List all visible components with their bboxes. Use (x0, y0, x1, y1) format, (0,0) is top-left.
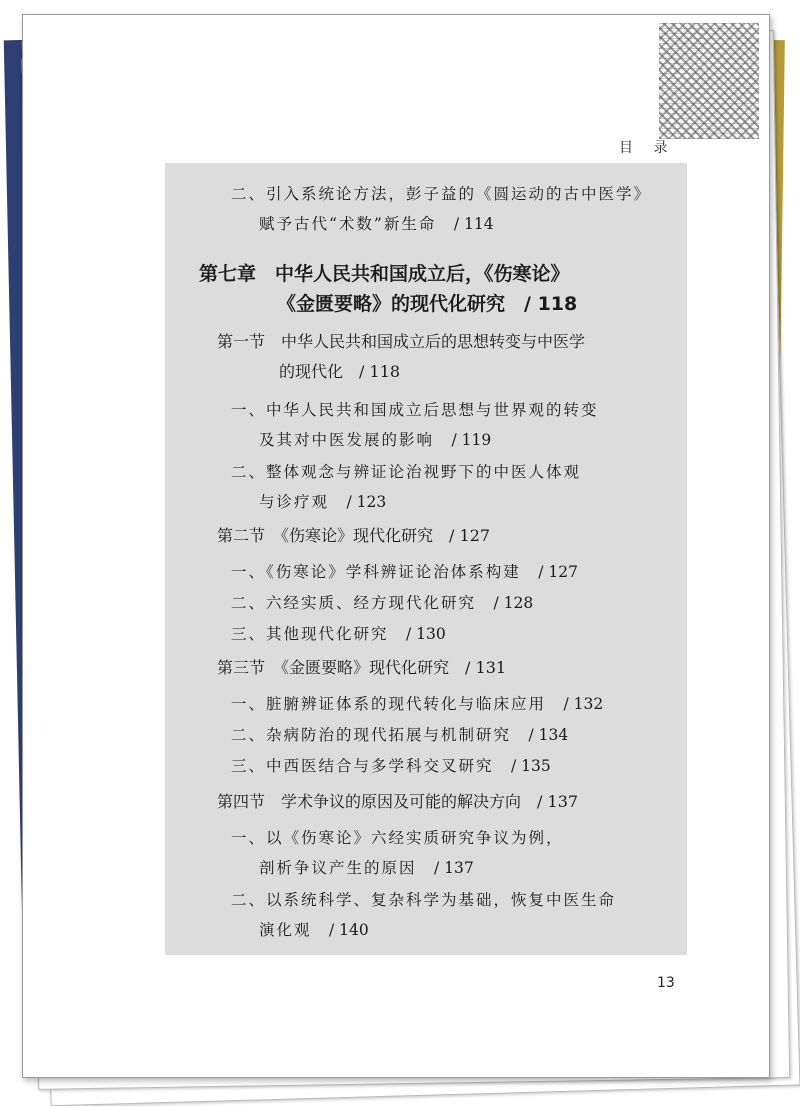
book-page (22, 14, 770, 1078)
page-ref: / 119 (451, 431, 492, 449)
toc-item-line: 剖析争议产生的原因 / 137 (259, 859, 474, 877)
toc-section-title: 第二节 《伤寒论》现代化研究 / 127 (217, 526, 491, 545)
page-ref: / 131 (465, 658, 507, 677)
toc-section-title: 第四节 学术争议的原因及可能的解决方向 / 137 (217, 792, 579, 811)
page-ref: / 114 (453, 215, 494, 233)
toc-chapter-title: 第七章 中华人民共和国成立后，《伤寒论》 (199, 263, 570, 285)
toc-item-line: 二、整体观念与辨证论治视野下的中医人体观 (231, 463, 582, 481)
toc-item-line: 一、以《伤寒论》六经实质研究争议为例， (231, 829, 564, 847)
page-ref: / 135 (511, 757, 551, 775)
toc-item-line: 一、《伤寒论》学科辨证论治体系构建 / 127 (231, 563, 579, 581)
toc-section-title: 第一节 中华人民共和国成立后的思想转变与中医学 (217, 332, 586, 351)
page-ref: / 123 (346, 493, 387, 511)
page-ref: / 127 (449, 526, 491, 545)
toc-item-line: 三、其他现代化研究 / 130 (231, 625, 446, 643)
page-ref: / 137 (434, 859, 474, 877)
toc-item-line: 演化观 / 140 (259, 921, 369, 939)
page-ref: / 130 (406, 625, 446, 643)
page-ref: / 128 (493, 594, 534, 612)
toc-item-line: 一、中华人民共和国成立后思想与世界观的转变 (231, 401, 599, 419)
toc-section-title: 第三节 《金匮要略》现代化研究 / 131 (217, 658, 507, 677)
running-header: 目 录 (619, 140, 676, 156)
page-ref: / 132 (563, 695, 604, 713)
page-ref: / 127 (538, 563, 579, 581)
toc-chapter-title: 《金匮要略》的现代化研究 / 118 (277, 293, 578, 315)
page-ref: / 140 (329, 921, 369, 939)
toc-item-line: 二、六经实质、经方现代化研究 / 128 (231, 594, 534, 612)
toc-item-line: 赋予古代“术数”新生命 / 114 (259, 215, 494, 233)
page-number: 13 (657, 975, 675, 991)
toc-item-line: 二、杂病防治的现代拓展与机制研究 / 134 (231, 726, 569, 744)
qr-code-pattern (659, 23, 759, 139)
toc-item-line: 及其对中医发展的影响 / 119 (259, 431, 492, 449)
page-ref: / 137 (537, 792, 579, 811)
toc-item-line: 与诊疗观 / 123 (259, 493, 387, 511)
page-ref: / 134 (528, 726, 569, 744)
toc-item-line: 一、脏腑辨证体系的现代转化与临床应用 / 132 (231, 695, 604, 713)
toc-item-line: 三、中西医结合与多学科交叉研究 / 135 (231, 757, 551, 775)
toc-item-line: 二、引入系统论方法，彭子益的《圆运动的古中医学》 (231, 185, 652, 203)
toc-section-title: 的现代化 / 118 (279, 362, 401, 381)
page-ref: / 118 (359, 362, 401, 381)
page-ref: / 118 (524, 293, 578, 315)
toc-item-line: 二、以系统科学、复杂科学为基础，恢复中医生命 (231, 891, 617, 909)
